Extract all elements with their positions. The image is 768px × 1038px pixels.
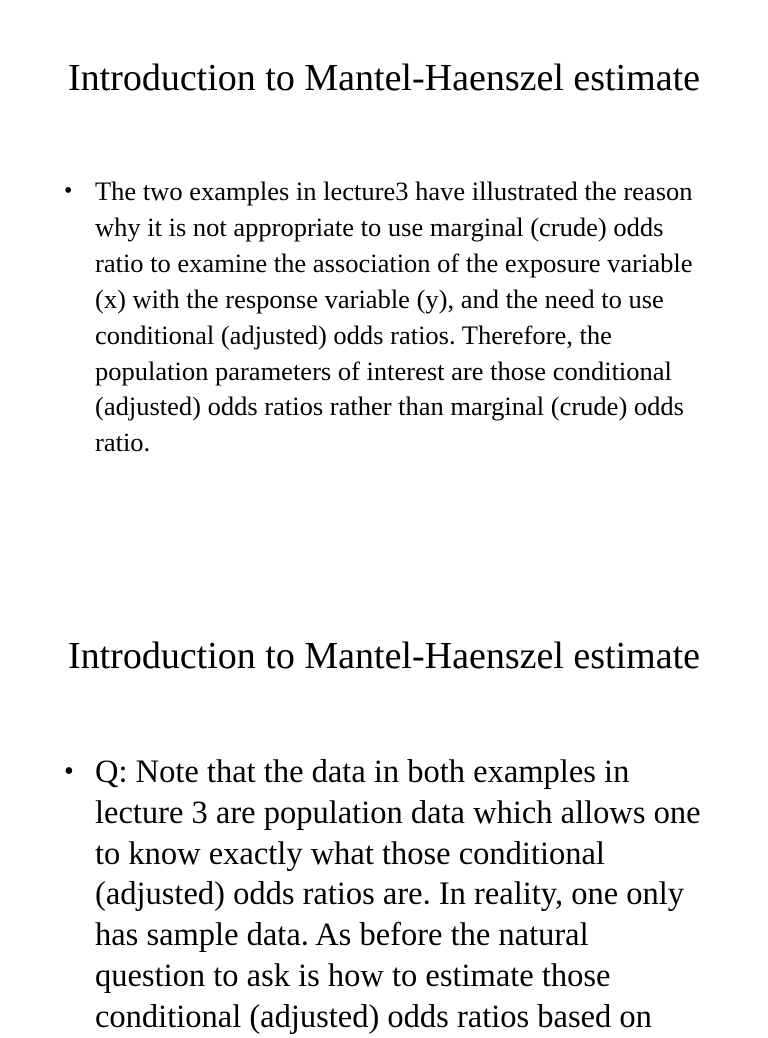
bullet-list bbox=[64, 752, 703, 1038]
slide-title: Introduction to Mantel-Haenszel estimate bbox=[67, 635, 701, 677]
bullet-list bbox=[64, 174, 707, 461]
bullet-item bbox=[64, 174, 707, 461]
bullet-item bbox=[64, 752, 703, 1038]
slide-2 bbox=[0, 580, 768, 1035]
bullet-marker: • bbox=[64, 178, 73, 204]
bullet-text: The two examples in lecture3 have illustrated the reason why it is not appropriate to use marginal (crude) odds ratio to examine the association of the exposure variable (x) with the response variable (y), and the need to use conditional (adjusted) odds ratios. Therefore, the population parameters of interest are those conditional (adjusted) odds ratios rather than marginal (crude) odds ratio. bbox=[95, 176, 693, 458]
bullet-text: Q: Note that the data in both examples in lecture 3 are population data which allows one to know exactly what those conditional (adjusted) odds ratios are. In reality, one only has sample data. As before the natural question to ask is how to estimate those conditional (adjusted) odds ratios based on bbox=[95, 754, 701, 1035]
bullet-marker: • bbox=[64, 756, 74, 787]
slide-title: Introduction to Mantel-Haenszel estimate bbox=[67, 57, 701, 99]
